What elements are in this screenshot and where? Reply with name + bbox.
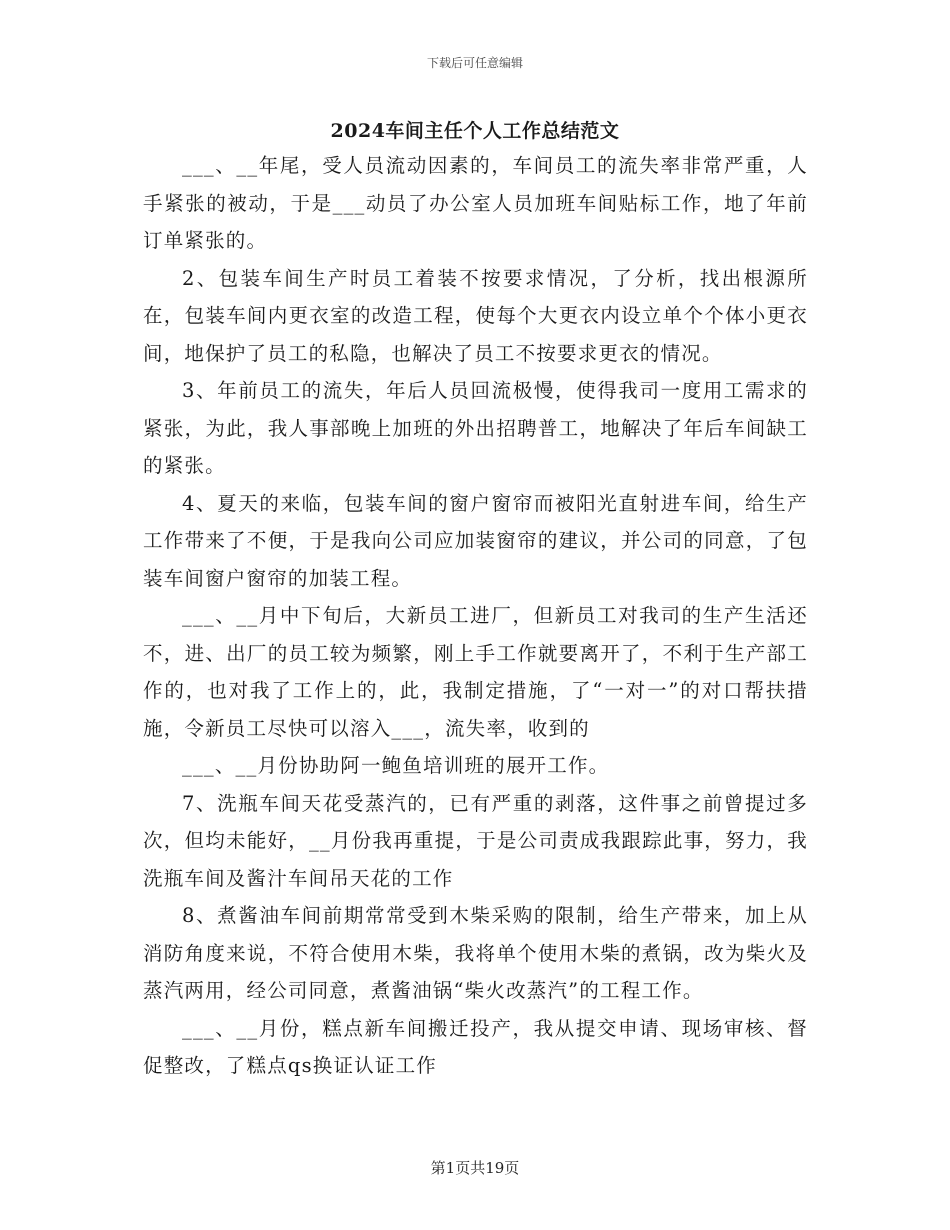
document-body (143, 147, 808, 1085)
paragraph: 3、年前员工的流失，年后人员回流极慢，使得我司一度用工需求的紧张，为此，我人事部晚上加班的外出招聘普工，地解决了年后车间缺工的紧张。 (143, 379, 808, 477)
page-header-note: 下载后可任意编辑 (426, 56, 523, 70)
paragraph: 7、洗瓶车间天花受蒸汽的，已有严重的剥落，这件事之前曾提过多次，但均未能好，__月份我再重提，于是公司责成我跟踪此事，努力，我洗瓶车间及酱汁车间吊天花的工作 (143, 791, 808, 890)
paragraph: ___、__月中下旬后，大新员工进厂，但新员工对我司的生产生活还不，进、出厂的员工较为频繁，刚上手工作就要离开了，不利于生产部工作的，也对我了工作上的，此，我制定措施，了“一对一”的对口帮扶措施，令新员工尽快可以溶入___，流失率，收到的 (143, 604, 808, 740)
document-title: 2024车间主任个人工作总结范文 (330, 120, 620, 142)
paragraph: ___、__月份，糕点新车间搬迁投产，我从提交申请、现场审核、督促整改，了糕点qs换证认证工作 (143, 1016, 808, 1077)
paragraph: 4、夏天的来临，包装车间的窗户窗帘而被阳光直射进车间，给生产工作带来了不便，于是我向公司应加装窗帘的建议，并公司的同意，了包装车间窗户窗帘的加装工程。 (143, 491, 808, 590)
paragraph: ___、__年尾，受人员流动因素的，车间员工的流失率非常严重，人手紧张的被动，于是___动员了办公室人员加班车间贴标工作，地了年前订单紧张的。 (143, 154, 808, 252)
page-number: 第1页共19页 (430, 1159, 520, 1177)
paragraph: ___、__月份协助阿一鲍鱼培训班的展开工作。 (182, 754, 610, 777)
paragraph: 2、包装车间生产时员工着装不按要求情况，了分析，找出根源所在，包装车间内更衣室的改造工程，使每个大更衣内设立单个个体小更衣间，地保护了员工的私隐，也解决了员工不按要求更衣的情况。 (143, 266, 808, 365)
paragraph: 8、煮酱油车间前期常常受到木柴采购的限制，给生产带来，加上从消防角度来说，不符合使用木柴，我将单个使用木柴的煮锅，改为柴火及蒸汽两用，经公司同意，煮酱油锅“柴火改蒸汽”的工程工作。 (143, 904, 808, 1002)
